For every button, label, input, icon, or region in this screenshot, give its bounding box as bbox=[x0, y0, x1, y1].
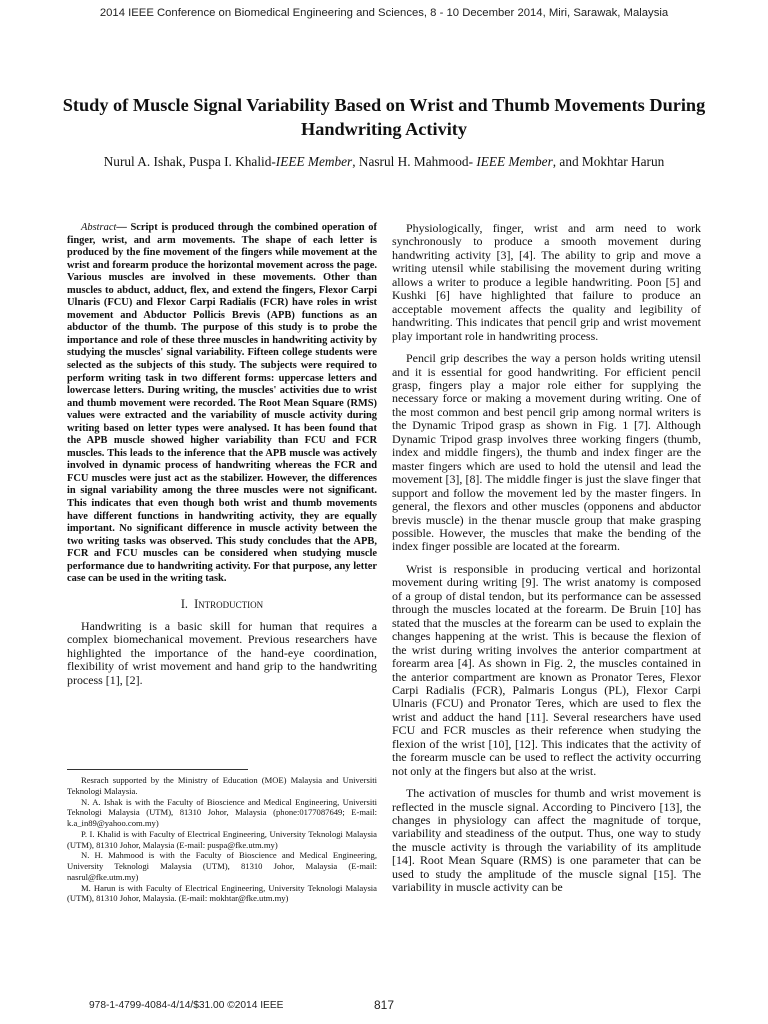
section-number: I. bbox=[180, 596, 188, 611]
left-column bbox=[67, 222, 377, 696]
footer-isbn: 978-1-4799-4084-4/14/$31.00 ©2014 IEEE bbox=[89, 1000, 284, 1011]
right-column bbox=[392, 222, 701, 904]
author-affiliation-2: IEEE Member bbox=[476, 154, 553, 169]
author-text-2: , Nasrul H. Mahmood- bbox=[352, 154, 477, 169]
author-list bbox=[80, 153, 688, 170]
footnote-author-khalid: P. I. Khalid is with Faculty of Electrical Engineering, University Teknologi Malaysia (UTM), 81310 Johor, Malaysia (E-mail: puspa@fke.utm.my) bbox=[67, 828, 377, 850]
body-paragraph: Pencil grip describes the way a person holds writing utensil and it is essential for good handwriting. For efficient pencil grasp, fingers play a major role either for supplying the necessary force or making a movement during writing. One of the most common and best pencil grip among normal writers is the Dynamic Tripod grasp as shown in Fig. 1 [7]. Although Dynamic Tripod grasp involves three working fingers (thumb, index and middle fingers), the thumb and index finger are the master fingers which are used to hold the utensil and lead the movement [3], [8]. The middle finger is just the slave finger that support and follow the movement led by the master fingers. In general, the flexors and other muscles (opponens and abductor brevis muscle) in the thenar muscle group that make grasping possible. However, the muscles that make the bending of the index finger possible are located at the forearm. bbox=[392, 351, 701, 554]
author-text-1: Nurul A. Ishak, Puspa I. Khalid- bbox=[103, 154, 276, 169]
footnote-funding: Resrach supported by the Ministry of Education (MOE) Malaysia and Universiti Teknologi Malaysia. bbox=[67, 775, 377, 796]
author-affiliation-1: IEEE Member bbox=[275, 154, 353, 169]
body-paragraph: The activation of muscles for thumb and wrist movement is reflected in the muscle signal. According to Pincivero [13], the changes in physiology can affect the magnitude of torque, variability and steadiness of the output. Thus, one way to study the muscle activity is through the variability of its amplitude [14]. Root Mean Square (RMS) is one parameter that can be used to study the amplitude of the muscle signal [15]. The variability in muscle activity can be bbox=[392, 786, 701, 895]
intro-paragraph: Handwriting is a basic skill for human that requires a complex biomechanical movement. Previous researchers have highlighted the importance of the hand-eye coordination, flexibility of wrist movement and hand grip to the handwriting process [1], [2]. bbox=[67, 618, 377, 687]
footnote-author-ishak: N. A. Ishak is with the Faculty of Bioscience and Medical Engineering, Universiti Teknologi Malaysia (UTM), 81310 Johor, Malaysia (phone:0177087649; E-mail: k.a_in89@yahoo.com.my) bbox=[67, 796, 377, 828]
body-paragraph: Wrist is responsible in producing vertical and horizontal movement during writing [9]. The wrist anatomy is composed of a group of distal tendon, but its performance can be assessed through the muscles located at the forearm. De Bruin [10] has stated that the muscles at the forearm can be used to explain the changes happening at the wrist. This is because the flexion of the wrist during writing involves the anterior compartment at forearm area [4]. As shown in Fig. 2, the muscles contained in the anterior compartment are known as Pronator Teres, Flexor Carpi Radialis (FCR), Palmaris Longus (PL), Flexor Carpi Ulnaris (FCU) and Pronator Teres, which are used to flex the wrist and adduct the hand [11]. Several researchers have used FCU and FCR muscles as their reference when studying the flexion of the wrist [10], [12]. This indicates that the activity of the forearm muscle can be used to reflect the activity occurring not only at the fingers but also at the wrist. bbox=[392, 561, 701, 778]
author-text-3: , and Mokhtar Harun bbox=[552, 154, 665, 169]
conference-header: 2014 IEEE Conference on Biomedical Engineering and Sciences, 8 - 10 December 2014, Miri, Sarawak, Malaysia bbox=[99, 7, 669, 19]
footnotes bbox=[67, 775, 377, 904]
abstract bbox=[67, 222, 377, 586]
abstract-text: — Script is produced through the combined operation of finger, wrist, and arm movements. The shape of each letter is produced by the fine movement of the fingers while movement at the wrist and forearm produce the horizontal movement across the page. Various muscles are involved in these movements. Other than muscles to abduct, adduct, flex, and extend the fingers, Flexor Carpi Ulnaris (FCU) and Flexor Carpi Radialis (FCR) have roles in wrist movement and Abductor Pollicis Brevis (APB) functions as an abductor of the thumb. The purpose of this study is to probe the importance and role of these three muscles in handwriting activity by studying the muscles' signal variability. Fifteen college students were selected as the subjects of this study. The subjects were required to perform writing task in two different forms: uppercase letters and lowercase letters. During writing, the muscles' activities due to wrist and thumb movement were recorded. The Root Mean Square (RMS) values were extracted and the variability of muscle activity during writing based on letter types were analysed. It has been found that the APB muscle showed higher variability than FCU and FCR muscles. This leads to the inference that the APB muscle was actively involved in dynamic process of handwriting whereas the FCR and FCU muscles were just act as the stabilizer. However, the differences in signal variability among the three muscles were not significant. This indicates that even though both wrist and thumb movements have different functions in handwriting activity, they are equally important. No significant difference in muscle activity between the two writing tasks was observed. This study concludes that the APB, FCR and FCU muscles can be considered when studying muscle performance due to handwriting activity. For that purpose, any letter case can be used in the writing task. bbox=[67, 222, 377, 585]
paper-title: Study of Muscle Signal Variability Based on Wrist and Thumb Movements During Handwriting Activity bbox=[62, 95, 706, 139]
footnote-author-harun: M. Harun is with Faculty of Electrical Engineering, University Teknologi Malaysia (UTM), 81310 Johor, Malaysia. (E-mail: mokhtar@fke.utm.my) bbox=[67, 882, 377, 904]
footnote-divider bbox=[67, 769, 248, 770]
section-title: Introduction bbox=[194, 596, 264, 611]
abstract-label: Abstract bbox=[81, 222, 117, 233]
footnote-author-mahmood: N. H. Mahmood is with the Faculty of Bioscience and Medical Engineering, University Teknologi Malaysia (UTM), 81310 Johor, Malaysia (E-mail: nasrul@fke.utm.my) bbox=[67, 850, 377, 882]
page-number: 817 bbox=[373, 998, 395, 1012]
body-paragraph: Physiologically, finger, wrist and arm need to work synchronously to produce a smooth movement during handwriting activity [3], [4]. The ability to grip and move a writing utensil while stabilising the movement during writing allows a writer to produce a legible handwriting. Poon [5] and Kushki [6] have highlighted that failure to produce an acceptable movement affects the quality and legibility of handwriting. This indicates that pencil grip and wrist movement play important role in handwriting process. bbox=[392, 221, 701, 343]
section-heading-introduction bbox=[67, 597, 377, 612]
